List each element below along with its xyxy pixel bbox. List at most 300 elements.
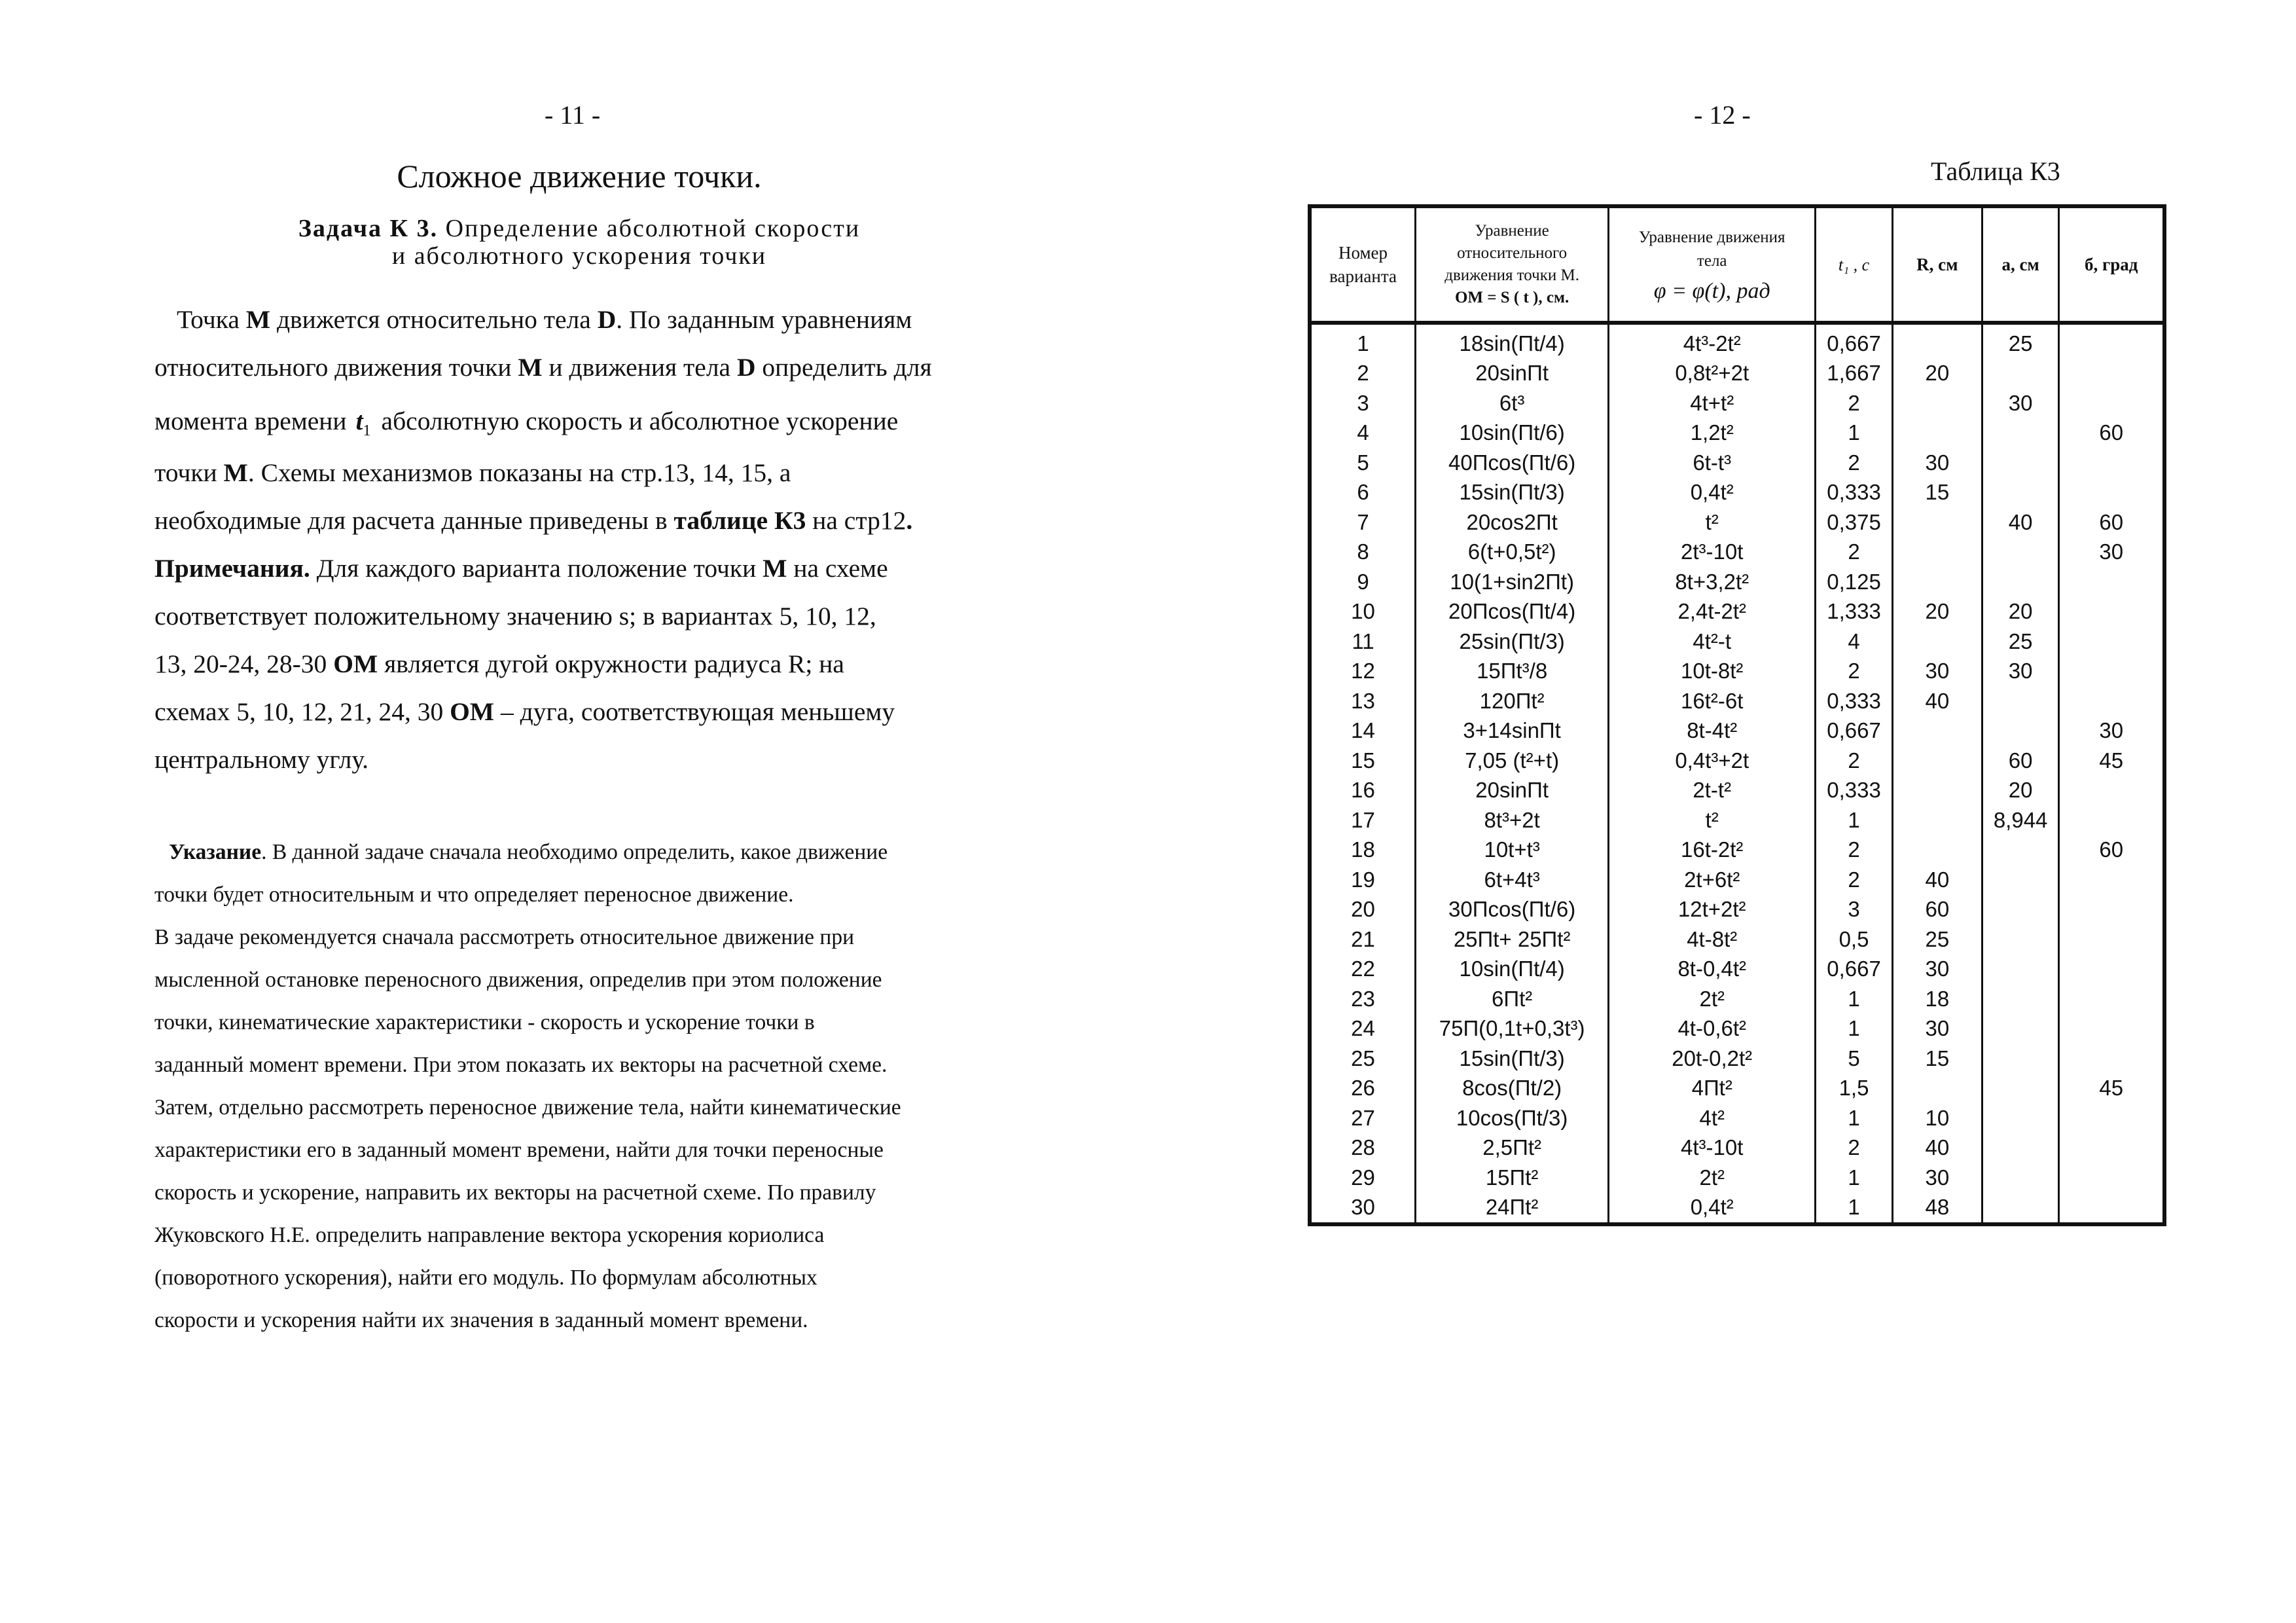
hint-line: Жуковского Н.Е. определить направление вектора ускорения кориолиса [154, 1223, 825, 1247]
cell-a [1982, 835, 2059, 866]
header-text: Уравнение движения [1638, 228, 1785, 246]
cell-body-eq: 0,8t²+2t [1609, 359, 1816, 389]
header-text: варианта [1329, 266, 1397, 286]
cell-body-eq: 8t-0,4t² [1609, 955, 1816, 985]
table-row [1310, 1044, 2164, 1074]
body-line [154, 695, 1025, 742]
cell-relative-eq: 2,5Пt² [1416, 1133, 1609, 1163]
cell-radius [1892, 388, 1982, 418]
cell-a [1982, 1074, 2059, 1104]
cell-relative-eq: 15sin(Пt/3) [1416, 478, 1609, 508]
cell-body-eq: 16t²-6t [1609, 686, 1816, 716]
cell-radius [1892, 323, 1982, 359]
cell-radius: 20 [1892, 597, 1982, 627]
cell-t1: 1 [1816, 1103, 1893, 1133]
cell-relative-eq: 8cos(Пt/2) [1416, 1074, 1609, 1104]
cell-a: 20 [1982, 597, 2059, 627]
cell-variant: 23 [1310, 984, 1416, 1014]
cell-body-eq: 8t-4t² [1609, 716, 1816, 746]
cell-radius [1892, 418, 1982, 448]
hint-line: мысленной остановке переносного движения, определив при этом положение [154, 968, 882, 992]
body-text: определить для [755, 353, 932, 382]
table-row [1310, 924, 2164, 955]
body-bold: D [736, 353, 756, 382]
task-line-1: Определение абсолютной скорости [438, 215, 861, 242]
task-heading [154, 215, 1005, 270]
cell-t1: 5 [1816, 1044, 1893, 1074]
cell-t1: 0,667 [1816, 323, 1893, 359]
cell-relative-eq: 8t³+2t [1416, 805, 1609, 835]
table-row [1310, 805, 2164, 835]
cell-a [1982, 1193, 2059, 1225]
cell-t1: 1 [1816, 1193, 1893, 1225]
cell-angle [2059, 984, 2164, 1014]
cell-t1: 0,333 [1816, 686, 1893, 716]
cell-variant: 9 [1310, 567, 1416, 597]
cell-variant: 16 [1310, 776, 1416, 806]
cell-t1: 2 [1816, 746, 1893, 776]
task-description [154, 302, 1025, 790]
body-bold: D [597, 305, 617, 334]
cell-variant: 12 [1310, 657, 1416, 687]
cell-a [1982, 984, 2059, 1014]
cell-body-eq: 4t-8t² [1609, 924, 1816, 955]
cell-variant: 19 [1310, 865, 1416, 895]
cell-variant: 30 [1310, 1193, 1416, 1225]
body-text: относительного движения точки [154, 353, 518, 382]
body-text: и движения тела [542, 353, 737, 382]
cell-t1: 1 [1816, 984, 1893, 1014]
header-text: движения точки М. [1444, 266, 1579, 284]
body-text: . По заданным уравнениям [616, 305, 912, 334]
header-radius: R, см [1892, 206, 1982, 323]
cell-relative-eq: 20cos2Пt [1416, 507, 1609, 538]
cell-body-eq: 4t² [1609, 1103, 1816, 1133]
cell-a: 60 [1982, 746, 2059, 776]
variants-table [1308, 204, 2166, 1226]
cell-variant: 22 [1310, 955, 1416, 985]
body-bold: M [245, 305, 271, 334]
body-text: необходимые для расчета данные приведены в [154, 506, 674, 535]
cell-angle [2059, 1193, 2164, 1225]
hint-line: точки, кинематические характеристики - скорость и ускорение точки в [154, 1010, 815, 1034]
t1-letter: t [355, 407, 363, 435]
cell-variant: 29 [1310, 1163, 1416, 1193]
cell-angle: 30 [2059, 716, 2164, 746]
table-row [1310, 984, 2164, 1014]
table-row [1310, 1193, 2164, 1225]
hint-line: характеристики его в заданный момент времени, найти для точки переносные [154, 1138, 884, 1162]
cell-radius: 18 [1892, 984, 1982, 1014]
table-row [1310, 1163, 2164, 1193]
cell-angle: 60 [2059, 418, 2164, 448]
cell-t1: 2 [1816, 835, 1893, 866]
cell-angle [2059, 1133, 2164, 1163]
cell-radius [1892, 1074, 1982, 1104]
table-row [1310, 1133, 2164, 1163]
body-bold: M [223, 458, 248, 487]
cell-angle: 30 [2059, 538, 2164, 568]
body-line [154, 551, 1025, 599]
table-row [1310, 627, 2164, 657]
cell-a: 25 [1982, 627, 2059, 657]
hint-line: (поворотного ускорения), найти его модуль. По формулам абсолютных [154, 1266, 817, 1290]
table-row [1310, 567, 2164, 597]
cell-radius: 30 [1892, 657, 1982, 687]
cell-a: 8,944 [1982, 805, 2059, 835]
cell-t1: 0,375 [1816, 507, 1893, 538]
cell-body-eq: 4t²-t [1609, 627, 1816, 657]
cell-a: 40 [1982, 507, 2059, 538]
body-text: Для каждого варианта положение точки [310, 554, 763, 583]
cell-body-eq: 2t+6t² [1609, 865, 1816, 895]
hint-label: Указание [169, 840, 262, 864]
cell-angle: 45 [2059, 746, 2164, 776]
cell-relative-eq: 120Пt² [1416, 686, 1609, 716]
cell-radius: 40 [1892, 1133, 1982, 1163]
cell-angle [2059, 478, 2164, 508]
header-text: тела [1696, 252, 1727, 270]
cell-a [1982, 924, 2059, 955]
cell-variant: 25 [1310, 1044, 1416, 1074]
cell-variant: 15 [1310, 746, 1416, 776]
cell-relative-eq: 15Пt² [1416, 1163, 1609, 1193]
cell-a [1982, 359, 2059, 389]
table-row [1310, 538, 2164, 568]
table-row [1310, 448, 2164, 478]
body-text: . Схемы механизмов показаны на стр.13, 14, 15, а [247, 458, 791, 487]
cell-relative-eq: 40Пcos(Пt/6) [1416, 448, 1609, 478]
hint-line: скорости и ускорения найти их значения в заданный момент времени. [154, 1308, 808, 1332]
table-row [1310, 746, 2164, 776]
body-bold: M [518, 353, 543, 382]
cell-body-eq: 6t-t³ [1609, 448, 1816, 478]
cell-radius [1892, 805, 1982, 835]
cell-angle [2059, 865, 2164, 895]
body-line: необходимые для расчета данные приведены в таблице К3 на стр12. [154, 506, 913, 535]
cell-t1: 1,667 [1816, 359, 1893, 389]
cell-angle: 45 [2059, 1074, 2164, 1104]
table-row [1310, 478, 2164, 508]
cell-body-eq: 4t³-10t [1609, 1133, 1816, 1163]
table-row [1310, 865, 2164, 895]
cell-angle [2059, 776, 2164, 806]
cell-body-eq: 2t³-10t [1609, 538, 1816, 568]
cell-body-eq: 2t² [1609, 984, 1816, 1014]
cell-a [1982, 448, 2059, 478]
cell-radius: 25 [1892, 924, 1982, 955]
body-text: движется относительно тела [270, 305, 598, 334]
cell-body-eq: t² [1609, 805, 1816, 835]
hint-block [154, 837, 1025, 1347]
page-number-right: - 12 - [1694, 100, 1751, 130]
cell-t1: 0,5 [1816, 924, 1893, 955]
header-t1 [1816, 206, 1893, 323]
cell-radius: 30 [1892, 955, 1982, 985]
cell-a [1982, 716, 2059, 746]
cell-a: 20 [1982, 776, 2059, 806]
cell-body-eq: 2t² [1609, 1163, 1816, 1193]
cell-a: 30 [1982, 657, 2059, 687]
cell-body-eq: 1,2t² [1609, 418, 1816, 448]
cell-a [1982, 478, 2059, 508]
cell-radius: 48 [1892, 1193, 1982, 1225]
body-text: на стр12 [806, 506, 906, 535]
cell-angle [2059, 1044, 2164, 1074]
header-text: OM = S ( t ), см. [1454, 289, 1570, 306]
hint-line: точки будет относительным и что определяет переносное движение. [154, 883, 794, 907]
cell-body-eq: 16t-2t² [1609, 835, 1816, 866]
cell-a [1982, 1044, 2059, 1074]
cell-angle [2059, 1103, 2164, 1133]
header-text: Уравнение [1475, 222, 1549, 240]
hint-line: заданный момент времени. При этом показать их векторы на расчетной схеме. [154, 1053, 888, 1077]
cell-angle [2059, 388, 2164, 418]
hint-line: скорость и ускорение, направить их векторы на расчетной схеме. По правилу [154, 1180, 876, 1205]
cell-body-eq: 2,4t-2t² [1609, 597, 1816, 627]
cell-t1: 1 [1816, 1163, 1893, 1193]
cell-relative-eq: 6t³ [1416, 388, 1609, 418]
cell-variant: 8 [1310, 538, 1416, 568]
cell-a: 30 [1982, 388, 2059, 418]
body-text: абсолютную скорость и абсолютное ускорение [381, 407, 899, 435]
cell-t1: 0,667 [1816, 955, 1893, 985]
header-text: t₁ , c [1838, 255, 1870, 274]
cell-radius: 30 [1892, 1163, 1982, 1193]
phi-formula: φ = φ(t), рад [1653, 279, 1770, 303]
cell-t1: 2 [1816, 388, 1893, 418]
table-row [1310, 895, 2164, 925]
table-row [1310, 597, 2164, 627]
cell-t1: 2 [1816, 538, 1893, 568]
cell-variant: 21 [1310, 924, 1416, 955]
notes-label: Примечания. [154, 554, 310, 583]
cell-radius: 15 [1892, 1044, 1982, 1074]
cell-t1: 0,125 [1816, 567, 1893, 597]
cell-a [1982, 686, 2059, 716]
body-text: 13, 20-24, 28-30 [154, 649, 334, 678]
cell-angle [2059, 1014, 2164, 1044]
cell-variant: 13 [1310, 686, 1416, 716]
cell-angle [2059, 657, 2164, 687]
cell-variant: 14 [1310, 716, 1416, 746]
cell-variant: 3 [1310, 388, 1416, 418]
cell-variant: 17 [1310, 805, 1416, 835]
table-row [1310, 686, 2164, 716]
table-row [1310, 1014, 2164, 1044]
cell-relative-eq: 6Пt² [1416, 984, 1609, 1014]
cell-angle [2059, 686, 2164, 716]
cell-variant: 24 [1310, 1014, 1416, 1044]
cell-a [1982, 1014, 2059, 1044]
cell-radius: 60 [1892, 895, 1982, 925]
body-text: на схеме [787, 554, 888, 583]
cell-variant: 26 [1310, 1074, 1416, 1104]
cell-angle [2059, 1163, 2164, 1193]
table-row [1310, 776, 2164, 806]
cell-relative-eq: 15Пt³/8 [1416, 657, 1609, 687]
body-text: схемах 5, 10, 12, 21, 24, 30 [154, 697, 450, 726]
header-variant [1310, 206, 1416, 323]
header-angle: б, град [2059, 206, 2164, 323]
table-row [1310, 1074, 2164, 1104]
table-row [1310, 323, 2164, 359]
cell-body-eq: 2t-t² [1609, 776, 1816, 806]
header-body-motion [1609, 206, 1816, 323]
cell-relative-eq: 7,05 (t²+t) [1416, 746, 1609, 776]
table-caption: Таблица К3 [1931, 156, 2060, 186]
cell-relative-eq: 18sin(Пt/4) [1416, 323, 1609, 359]
cell-relative-eq: 15sin(Пt/3) [1416, 1044, 1609, 1074]
body-text: – дуга, соответствующая меньшему [494, 697, 895, 726]
hint-line [154, 837, 1025, 879]
cell-variant: 1 [1310, 323, 1416, 359]
body-bold: OM [450, 697, 495, 726]
cell-t1: 1 [1816, 1014, 1893, 1044]
cell-angle: 60 [2059, 835, 2164, 866]
cell-radius [1892, 776, 1982, 806]
cell-body-eq: 0,4t² [1609, 1193, 1816, 1225]
cell-body-eq: 4t+t² [1609, 388, 1816, 418]
cell-a [1982, 538, 2059, 568]
cell-variant: 18 [1310, 835, 1416, 866]
cell-radius [1892, 507, 1982, 538]
cell-body-eq: 4Пt² [1609, 1074, 1816, 1104]
cell-angle [2059, 359, 2164, 389]
cell-angle [2059, 597, 2164, 627]
cell-body-eq: t² [1609, 507, 1816, 538]
cell-variant: 28 [1310, 1133, 1416, 1163]
t1-symbol [355, 407, 371, 439]
cell-relative-eq: 75П(0,1t+0,3t³) [1416, 1014, 1609, 1044]
cell-t1: 0,333 [1816, 478, 1893, 508]
table-row [1310, 388, 2164, 418]
cell-relative-eq: 10(1+sin2Пt) [1416, 567, 1609, 597]
cell-radius [1892, 627, 1982, 657]
cell-radius: 15 [1892, 478, 1982, 508]
cell-body-eq: 12t+2t² [1609, 895, 1816, 925]
cell-radius [1892, 567, 1982, 597]
cell-radius: 30 [1892, 448, 1982, 478]
task-label: Задача К 3. [298, 215, 439, 242]
table-row [1310, 955, 2164, 985]
cell-t1: 2 [1816, 865, 1893, 895]
hint-line: В задаче рекомендуется сначала рассмотреть относительное движение при [154, 925, 854, 949]
body-text: Точка [177, 305, 246, 334]
cell-relative-eq: 6t+4t³ [1416, 865, 1609, 895]
body-line [154, 456, 1025, 503]
cell-radius: 10 [1892, 1103, 1982, 1133]
t1-subscript: 1 [363, 422, 371, 439]
cell-relative-eq: 3+14sinПt [1416, 716, 1609, 746]
cell-relative-eq: 20sinПt [1416, 776, 1609, 806]
cell-relative-eq: 25sin(Пt/3) [1416, 627, 1609, 657]
table-header-row [1310, 206, 2164, 323]
body-line [154, 398, 1025, 456]
cell-relative-eq: 20Пcos(Пt/4) [1416, 597, 1609, 627]
cell-relative-eq: 10t+t³ [1416, 835, 1609, 866]
hint-text: . В данной задаче сначала необходимо определить, какое движение [261, 840, 888, 864]
body-line: центральному углу. [154, 745, 368, 774]
cell-relative-eq: 30Пcos(Пt/6) [1416, 895, 1609, 925]
cell-body-eq: 0,4t³+2t [1609, 746, 1816, 776]
cell-relative-eq: 25Пt+ 25Пt² [1416, 924, 1609, 955]
table-row [1310, 657, 2164, 687]
cell-variant: 10 [1310, 597, 1416, 627]
cell-body-eq: 4t-0,6t² [1609, 1014, 1816, 1044]
table-body [1310, 323, 2164, 1224]
cell-t1: 4 [1816, 627, 1893, 657]
cell-body-eq: 8t+3,2t² [1609, 567, 1816, 597]
cell-angle [2059, 895, 2164, 925]
page-number-left: - 11 - [545, 100, 601, 130]
cell-radius: 30 [1892, 1014, 1982, 1044]
cell-angle [2059, 448, 2164, 478]
header-text: Номер [1338, 243, 1388, 263]
cell-radius: 40 [1892, 865, 1982, 895]
cell-relative-eq: 6(t+0,5t²) [1416, 538, 1609, 568]
cell-radius [1892, 716, 1982, 746]
cell-t1: 1,5 [1816, 1074, 1893, 1104]
cell-radius [1892, 746, 1982, 776]
body-text: момента времени [154, 407, 347, 435]
section-title: Сложное движение точки. [397, 158, 762, 194]
header-text: относительного [1457, 244, 1568, 262]
table-row [1310, 418, 2164, 448]
cell-variant: 5 [1310, 448, 1416, 478]
table-row [1310, 716, 2164, 746]
cell-angle [2059, 567, 2164, 597]
cell-t1: 1 [1816, 418, 1893, 448]
cell-a [1982, 1163, 2059, 1193]
header-a: a, см [1982, 206, 2059, 323]
cell-t1: 2 [1816, 657, 1893, 687]
cell-radius [1892, 538, 1982, 568]
body-bold: М [762, 554, 787, 583]
cell-relative-eq: 20sinПt [1416, 359, 1609, 389]
header-relative-motion [1416, 206, 1609, 323]
cell-t1: 0,667 [1816, 716, 1893, 746]
cell-a: 25 [1982, 323, 2059, 359]
cell-variant: 7 [1310, 507, 1416, 538]
cell-angle [2059, 924, 2164, 955]
cell-relative-eq: 10sin(Пt/6) [1416, 418, 1609, 448]
cell-angle [2059, 955, 2164, 985]
task-line-2: и абсолютного ускорения точки [391, 242, 767, 270]
table-row [1310, 359, 2164, 389]
cell-t1: 2 [1816, 1133, 1893, 1163]
cell-t1: 1,333 [1816, 597, 1893, 627]
cell-radius [1892, 835, 1982, 866]
cell-body-eq: 20t-0,2t² [1609, 1044, 1816, 1074]
cell-variant: 27 [1310, 1103, 1416, 1133]
cell-angle: 60 [2059, 507, 2164, 538]
body-line: соответствует положительному значению s; в вариантах 5, 10, 12, [154, 602, 876, 630]
body-text: точки [154, 458, 224, 487]
cell-body-eq: 10t-8t² [1609, 657, 1816, 687]
cell-t1: 1 [1816, 805, 1893, 835]
cell-t1: 3 [1816, 895, 1893, 925]
cell-relative-eq: 24Пt² [1416, 1193, 1609, 1225]
cell-a [1982, 567, 2059, 597]
cell-a [1982, 1103, 2059, 1133]
cell-radius: 40 [1892, 686, 1982, 716]
cell-variant: 4 [1310, 418, 1416, 448]
cell-a [1982, 955, 2059, 985]
cell-a [1982, 418, 2059, 448]
body-line [154, 350, 1025, 398]
body-line [154, 647, 1025, 695]
